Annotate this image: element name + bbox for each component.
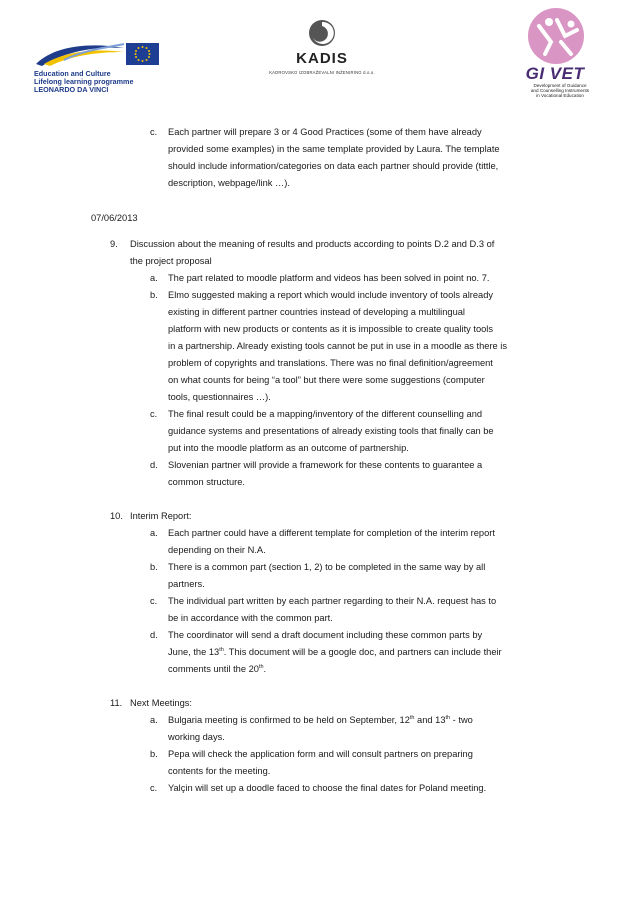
kadis-spiral-icon [308, 18, 336, 48]
item-11-label: 11. [110, 698, 123, 708]
eu-logo-text [34, 70, 133, 95]
item-10a-line: depending on their N.A. [168, 545, 266, 555]
item-9d-label: d. [150, 460, 158, 470]
item-10b-label: b. [150, 562, 158, 572]
item-8c-label: c. [150, 127, 158, 137]
givet-sub-line: in Vocational Education [536, 93, 584, 99]
eu-flag-icon [126, 43, 159, 65]
text-run: and 13 [414, 715, 446, 725]
text-run: . [263, 664, 267, 674]
item-9b-line: existing in different partner countries instead of developing a multilingual [168, 307, 465, 317]
text-run: . This document will be a google doc, and partners can include their [223, 647, 502, 657]
item-8c-line: should include information/categories on data each partner should provide (tittle, [168, 161, 499, 171]
item-11a-line [168, 712, 473, 728]
superscript: th [409, 714, 415, 721]
item-9b-line: Elmo suggested making a report which would include inventory of tools already [168, 290, 494, 300]
item-9d-line: Slovenian partner will provide a framework for these contents to guarantee a [168, 460, 483, 470]
givet-title: GI VET [525, 64, 585, 83]
item-10c-label: c. [150, 596, 158, 606]
item-10b-line: partners. [168, 579, 205, 589]
item-10d-label: d. [150, 630, 158, 640]
kadis-logo [262, 14, 382, 74]
superscript: th [445, 714, 451, 721]
givet-emblem-icon [521, 6, 591, 66]
item-9b-line: in a partnership. Already existing tools cannot be put in use in a moodle as there is [168, 341, 508, 351]
kadis-name: KADIS [296, 50, 348, 67]
text-run: comments until the 20 [168, 664, 259, 674]
item-10c-line: be in accordance with the common part. [168, 613, 333, 623]
item-11a-line: working days. [168, 732, 225, 742]
item-11-title: Next Meetings: [130, 698, 193, 708]
item-11c-line: Yalçin will set up a doodle faced to choose the final dates for Poland meeting. [168, 783, 487, 793]
item-9-label: 9. [110, 239, 118, 249]
item-9b-line: problem of copyrights and translations. There was no final definition/agreement [168, 358, 493, 368]
item-10d-line [168, 644, 502, 660]
item-9a-line: The part related to moodle platform and videos has been solved in point no. 7. [168, 273, 490, 283]
item-9b-line: tools, questionnaires …). [168, 392, 271, 402]
item-10a-line: Each partner could have a different template for completion of the interim report [168, 528, 495, 538]
item-9c-line: guidance systems and presentations of already existing tools that finally can be [168, 426, 494, 436]
eu-line-1: Education and Culture [34, 69, 111, 78]
superscript: th [219, 646, 224, 653]
eu-swoosh-icon [34, 40, 126, 68]
text-run: June, the 13 [168, 647, 220, 657]
item-8c-line: provided some examples) in the same template provided by Laura. The template [168, 144, 500, 154]
item-10-title: Interim Report: [130, 511, 192, 521]
item-8c-line: description, webpage/link …). [168, 178, 290, 188]
text-run: - two [450, 715, 473, 725]
item-10d-line [168, 661, 266, 677]
item-9d-line: common structure. [168, 477, 245, 487]
item-9c-label: c. [150, 409, 158, 419]
item-9-line: Discussion about the meaning of results and products according to points D.2 and D.3 of [130, 239, 495, 249]
givet-logo [505, 6, 605, 102]
item-10-label: 10. [110, 511, 123, 521]
item-11b-line: contents for the meeting. [168, 766, 271, 776]
section-date: 07/06/2013 [91, 213, 138, 223]
superscript: th [258, 663, 264, 670]
item-11a-label: a. [150, 715, 158, 725]
item-9b-line: platform with new products or contents as it is impossible to create quality tools [168, 324, 494, 334]
item-9-line: the project proposal [130, 256, 212, 266]
item-11b-line: Pepa will check the application form and will consult partners on preparing [168, 749, 473, 759]
item-10b-line: There is a common part (section 1, 2) to be completed in the same way by all [168, 562, 486, 572]
eu-line-3: LEONARDO DA VINCI [34, 85, 109, 95]
item-10a-label: a. [150, 528, 158, 538]
eu-leonardo-logo [34, 40, 162, 96]
givet-sub-line: Development of Guidance [533, 83, 587, 88]
givet-subtitle [515, 83, 605, 99]
item-9b-line: on what counts for being “a tool” but there were some suggestions (computer [168, 375, 485, 385]
item-11c-label: c. [150, 783, 158, 793]
item-9a-label: a. [150, 273, 158, 283]
text-run: Bulgaria meeting is confirmed to be held on September, 12 [168, 715, 410, 725]
eu-line-2: Lifelong learning programme [34, 77, 134, 87]
item-9b-label: b. [150, 290, 158, 300]
item-8c-line: Each partner will prepare 3 or 4 Good Practices (some of them have already [168, 127, 482, 137]
item-9c-line: put into the moodle platform as an outcome of partnership. [168, 443, 409, 453]
item-10c-line: The individual part written by each partner regarding to their N.A. request has to [168, 596, 497, 606]
item-9c-line: The final result could be a mapping/inventory of the different counselling and [168, 409, 483, 419]
item-11b-label: b. [150, 749, 158, 759]
item-10d-line: The coordinator will send a draft document including these common parts by [168, 630, 483, 640]
kadis-subtitle: KADROVSKO IZOBRAŽEVALNI INŽENIRING d.o.o. [269, 70, 375, 75]
givet-sub-line: and Counselling Instruments [530, 88, 590, 94]
